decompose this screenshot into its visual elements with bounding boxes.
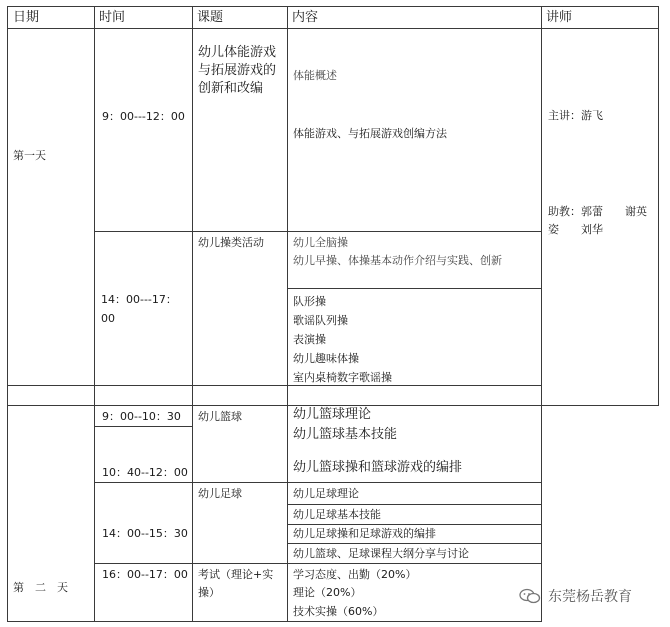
day2-label: 第 二 天: [13, 581, 68, 594]
watermark-text: 东莞杨岳教育: [548, 589, 632, 605]
lecturer-assist-cont: 姿 刘华: [548, 223, 603, 236]
content-item: 技术实操（60%）: [293, 605, 384, 618]
content-item: 幼儿全脑操: [293, 236, 348, 249]
day2-time: 10：40--12：00: [102, 466, 188, 479]
football-topic: 幼儿足球: [198, 487, 242, 500]
day1-session2-content-list: [293, 292, 392, 387]
day1-session1-time: 9：00---12：00: [102, 110, 185, 123]
header-content: 内容: [292, 10, 319, 25]
content-item: 幼儿篮球基本技能: [293, 427, 398, 442]
content-item: 体能游戏、与拓展游戏创编方法: [293, 127, 447, 140]
content-item: 幼儿篮球、足球课程大纲分享与讨论: [293, 547, 469, 560]
day2-time: 9：00--10：30: [102, 410, 181, 423]
day2-time: 16：00--17：00: [102, 568, 188, 581]
topic-line: 创新和改编: [198, 81, 264, 96]
basketball-topic: 幼儿篮球: [198, 410, 242, 423]
content-item: 室内桌椅数字歌谣操: [293, 371, 392, 384]
day1-session1-topic: [198, 44, 276, 98]
day1-session2-time-cont: 00: [101, 312, 115, 325]
day2-time: 14：00--15：30: [102, 527, 188, 540]
day1-session2-topic: 幼儿操类活动: [198, 236, 264, 249]
content-item: 体能概述: [293, 69, 337, 82]
day1-session2-time: 14：00---17：: [101, 293, 177, 306]
content-item: 幼儿足球操和足球游戏的编排: [293, 527, 436, 540]
wechat-icon: [519, 588, 541, 604]
topic-line: 幼儿体能游戏: [198, 45, 277, 60]
header-date: 日期: [13, 10, 40, 25]
day1-label: 第一天: [13, 149, 46, 162]
lecturer-main: 主讲：游飞: [548, 109, 603, 122]
exam-topic: 考试（理论+实: [198, 568, 274, 581]
content-item: 幼儿篮球操和篮球游戏的编排: [293, 460, 463, 475]
content-item: 表演操: [293, 333, 326, 346]
content-item: 幼儿足球基本技能: [293, 508, 381, 521]
content-item: 幼儿篮球理论: [293, 407, 372, 422]
content-item: 理论（20%）: [293, 586, 362, 599]
content-item: 幼儿足球理论: [293, 487, 359, 500]
exam-topic-cont: 操）: [198, 586, 220, 599]
header-lecturer: 讲师: [546, 10, 573, 25]
content-item: 幼儿趣味体操: [293, 352, 359, 365]
header-topic: 课题: [197, 10, 224, 25]
lecturer-assist: 助教：郭蕾 谢英: [548, 205, 647, 218]
content-item: 幼儿早操、体操基本动作介绍与实践、创新: [293, 254, 502, 267]
content-item: 队形操: [293, 295, 326, 308]
header-time: 时间: [99, 10, 126, 25]
topic-line: 与拓展游戏的: [198, 63, 277, 78]
content-item: 学习态度、出勤（20%）: [293, 568, 417, 581]
content-item: 歌谣队列操: [293, 314, 348, 327]
